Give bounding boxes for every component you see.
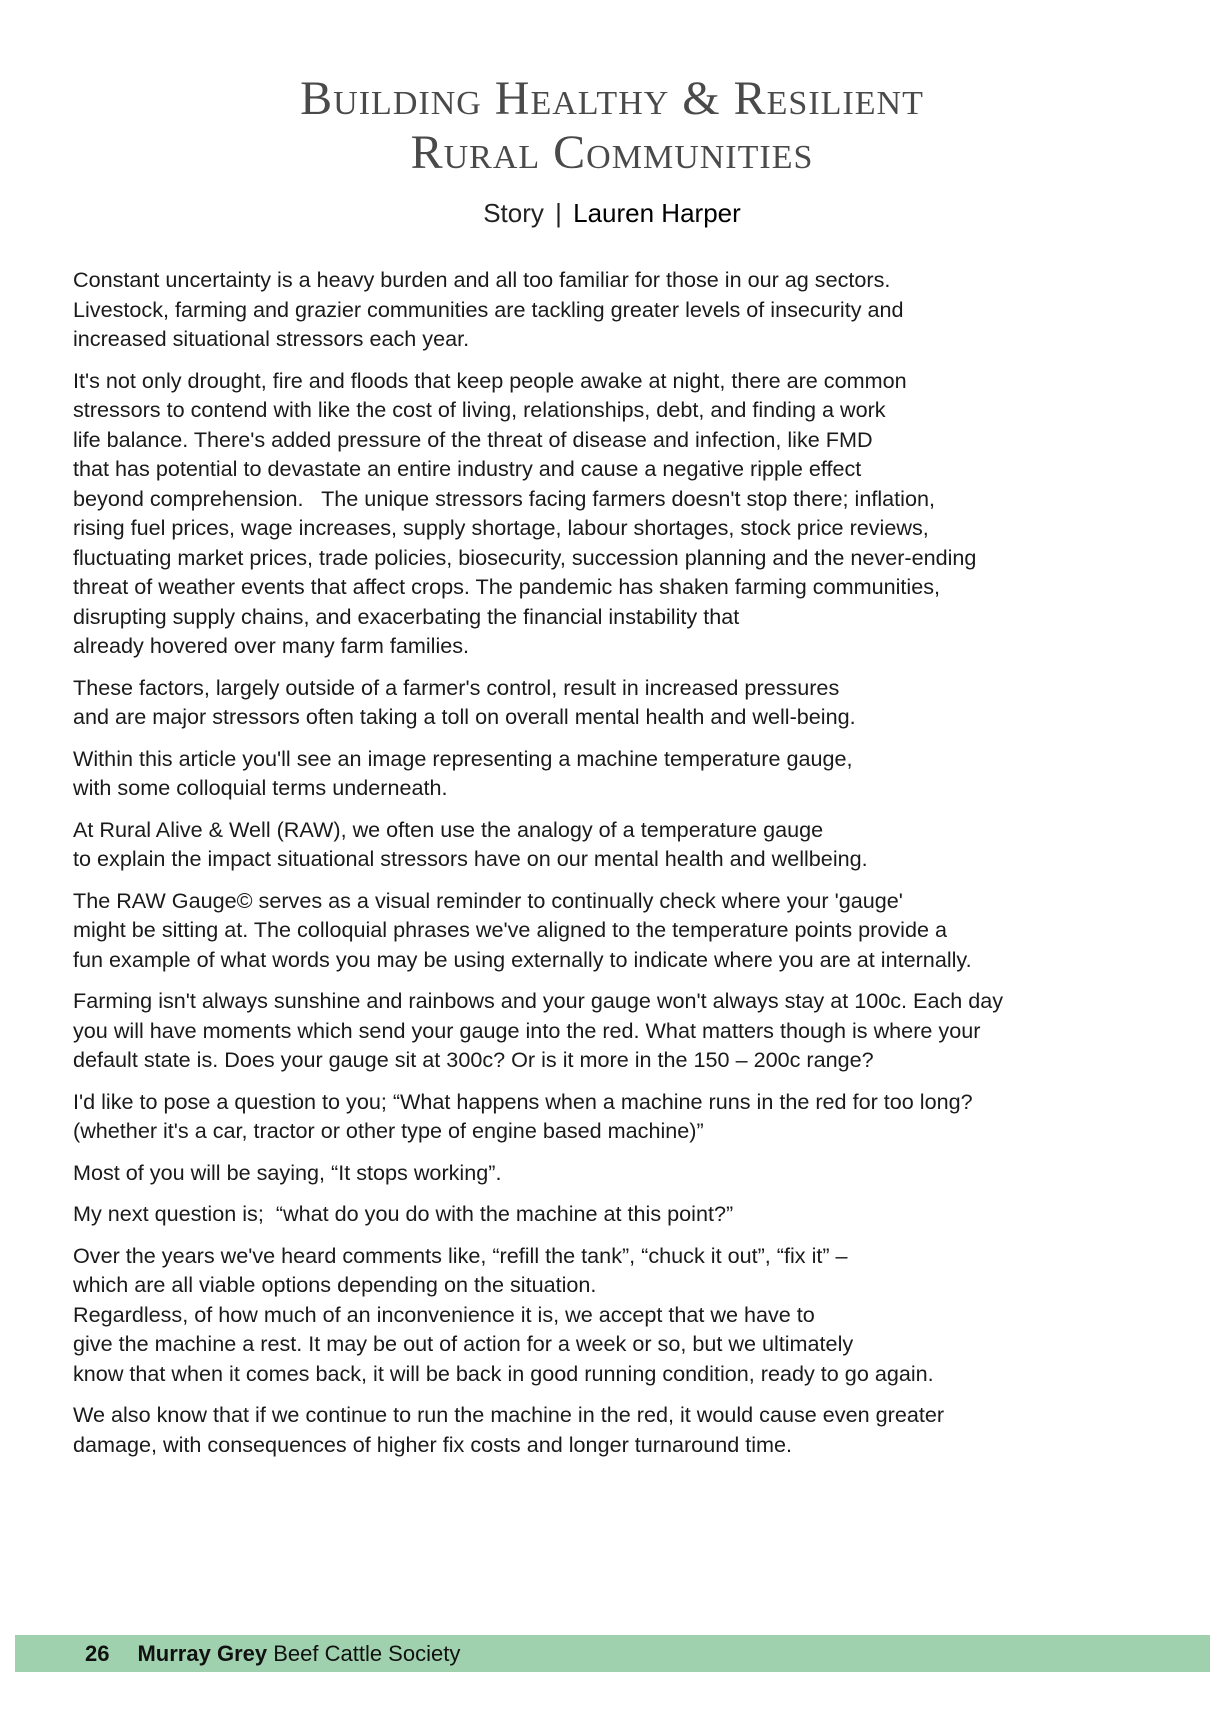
paragraph-line: Constant uncertainty is a heavy burden and all too familiar for those in our ag sectors.: [73, 267, 891, 292]
article-title-line-2: Rural Communities: [410, 126, 814, 179]
page-footer: [15, 1635, 1210, 1672]
paragraph-line: Farming isn't always sunshine and rainbows and your gauge won't always stay at 100c. Each day: [73, 988, 1004, 1013]
paragraph-line: beyond comprehension. The unique stressors facing farmers doesn't stop there; inflation,: [73, 485, 935, 511]
paragraph-line: disrupting supply chains, and exacerbating the financial instability that: [73, 603, 740, 629]
paragraph-line: My next question is; “what do you do with the machine at this point?”: [73, 1201, 734, 1226]
article-paragraph: [73, 1241, 1163, 1389]
paragraph-line: increased situational stressors each year.: [73, 326, 470, 351]
paragraph-line: Livestock, farming and grazier communities are tackling greater levels of insecurity and: [73, 296, 904, 322]
paragraph-line: fun example of what words you may be using externally to indicate where you are at internally.: [73, 946, 972, 972]
paragraph-line: default state is. Does your gauge sit at 300c? Or is it more in the 150 – 200c range?: [73, 1047, 874, 1072]
paragraph-line: with some colloquial terms underneath.: [73, 775, 448, 800]
article-paragraph: [73, 886, 1163, 975]
article-paragraph: [73, 744, 1163, 803]
paragraph-line: threat of weather events that affect crops. The pandemic has shaken farming communities,: [73, 574, 941, 599]
paragraph-line: (whether it's a car, tractor or other type of engine based machine)”: [73, 1118, 704, 1143]
byline-separator: |: [555, 198, 562, 228]
paragraph-line: life balance. There's added pressure of the threat of disease and infection, like FMD: [73, 426, 873, 452]
article-paragraph: [73, 986, 1163, 1075]
paragraph-line: Most of you will be saying, “It stops working”.: [73, 1159, 502, 1185]
paragraph-line: rising fuel prices, wage increases, supply shortage, labour shortages, stock price reviews,: [73, 515, 929, 540]
paragraph-line: fluctuating market prices, trade policies, biosecurity, succession planning and the never-ending: [73, 544, 977, 570]
article-paragraph: [73, 815, 1163, 874]
paragraph-line: Regardless, of how much of an inconvenience it is, we accept that we have to: [73, 1301, 815, 1327]
byline: [0, 198, 1224, 229]
paragraph-line: At Rural Alive & Well (RAW), we often use the analogy of a temperature gauge: [73, 816, 824, 842]
paragraph-line: These factors, largely outside of a farmer's control, result in increased pressures: [73, 674, 840, 700]
paragraph-line: and are major stressors often taking a toll on overall mental health and well-being.: [73, 704, 856, 729]
publication-name: [137, 1641, 460, 1667]
article-paragraph: [73, 1087, 1163, 1146]
paragraph-line: which are all viable options depending on the situation.: [73, 1272, 597, 1297]
publication-name-rest: Beef Cattle Society: [273, 1640, 461, 1666]
paragraph-line: you will have moments which send your gauge into the red. What matters though is where your: [73, 1017, 981, 1043]
article-paragraph: [73, 1199, 1163, 1229]
paragraph-line: know that when it comes back, it will be back in good running condition, ready to go again.: [73, 1360, 934, 1386]
paragraph-line: I'd like to pose a question to you; “What happens when a machine runs in the red for too long?: [73, 1088, 973, 1114]
paragraph-line: to explain the impact situational stressors have on our mental health and wellbeing.: [73, 846, 868, 871]
paragraph-line: It's not only drought, fire and floods that keep people awake at night, there are common: [73, 367, 907, 393]
article-body: [73, 265, 1163, 1471]
article-title-line-1: Building Healthy & Resilient: [300, 72, 924, 125]
paragraph-line: Within this article you'll see an image representing a machine temperature gauge,: [73, 745, 853, 771]
article-paragraph: [73, 265, 1163, 354]
paragraph-line: might be sitting at. The colloquial phrases we've aligned to the temperature points provide a: [73, 917, 947, 942]
paragraph-line: damage, with consequences of higher fix costs and longer turnaround time.: [73, 1431, 793, 1457]
paragraph-line: give the machine a rest. It may be out of action for a week or so, but we ultimately: [73, 1331, 854, 1356]
paragraph-line: We also know that if we continue to run the machine in the red, it would cause even greater: [73, 1402, 945, 1427]
paragraph-line: Over the years we've heard comments like, “refill the tank”, “chuck it out”, “fix it” –: [73, 1242, 848, 1268]
paragraph-line: already hovered over many farm families.: [73, 633, 470, 658]
article-paragraph: [73, 1400, 1163, 1459]
paragraph-line: The RAW Gauge© serves as a visual reminder to continually check where your 'gauge': [73, 887, 903, 913]
publication-name-bold: Murray Grey: [137, 1640, 268, 1666]
byline-author: Lauren Harper: [573, 198, 741, 228]
article-header: [0, 72, 1224, 229]
article-paragraph: [73, 673, 1163, 732]
article-paragraph: [73, 1158, 1163, 1188]
paragraph-line: that has potential to devastate an entire industry and cause a negative ripple effect: [73, 456, 862, 481]
paragraph-line: stressors to contend with like the cost of living, relationships, debt, and finding a work: [73, 397, 886, 422]
page-number: 26: [85, 1640, 110, 1666]
byline-label: Story: [483, 198, 544, 228]
article-paragraph: [73, 366, 1163, 661]
